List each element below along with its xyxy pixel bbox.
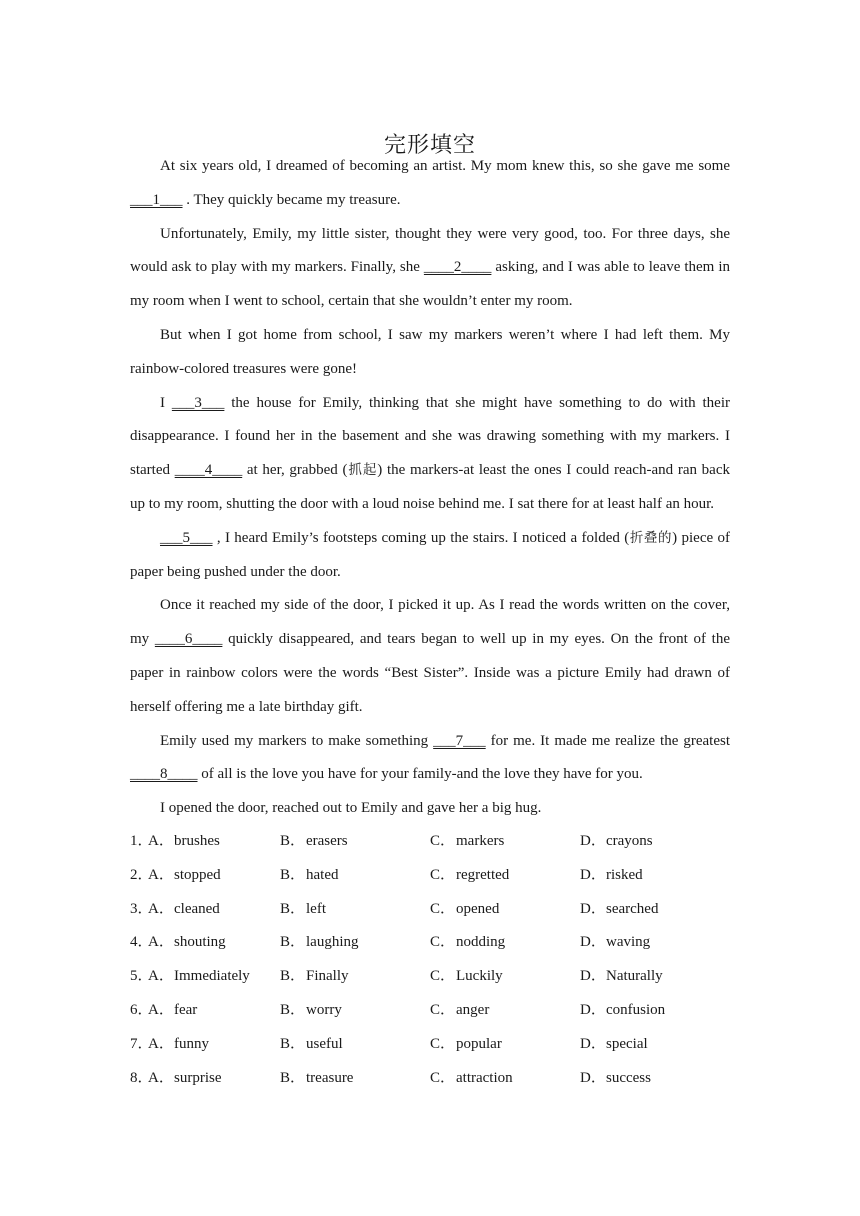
answer-option[interactable] (430, 825, 504, 859)
option-text: markers (456, 833, 505, 849)
question-row (130, 1062, 730, 1096)
option-letter: B． (280, 1069, 306, 1086)
question-row (130, 859, 730, 893)
option-letter: A． (148, 934, 174, 951)
question-number: 4． (130, 934, 153, 951)
question-number: 5． (130, 968, 153, 985)
option-text: regretted (456, 866, 510, 883)
option-letter: A． (148, 968, 174, 985)
option-letter: A． (148, 866, 174, 883)
option-letter: D． (580, 866, 606, 883)
answer-option[interactable] (280, 994, 342, 1028)
option-letter: A． (148, 900, 174, 917)
answer-option[interactable] (280, 859, 338, 893)
option-text: left (306, 900, 326, 917)
answer-option[interactable] (148, 960, 250, 994)
passage-text: I opened the door, reached out to Emily and gave her a big hug. (160, 800, 542, 817)
answer-option[interactable] (148, 859, 221, 893)
passage-text: at her, grabbed ( (242, 462, 348, 479)
question-number: 2． (130, 866, 153, 883)
option-text: attraction (456, 1069, 513, 1086)
option-letter: B． (280, 833, 306, 849)
answer-option[interactable] (430, 994, 489, 1028)
answer-option[interactable] (580, 960, 663, 994)
question-number: 3． (130, 900, 153, 917)
question-number: 7． (130, 1035, 153, 1052)
option-text: searched (606, 900, 659, 917)
option-letter: D． (580, 1035, 606, 1052)
answer-option[interactable] (580, 825, 653, 859)
option-letter: D． (580, 1001, 606, 1018)
answer-option[interactable] (580, 994, 665, 1028)
question-number: 1． (130, 833, 153, 849)
page-title: 完形填空 (383, 132, 476, 158)
answer-option[interactable] (430, 859, 509, 893)
answer-blank: ____2____ (423, 259, 492, 276)
passage-text: Emily used my markers to make something (160, 732, 434, 749)
option-text: hated (306, 866, 339, 883)
option-text: useful (306, 1035, 343, 1052)
answer-option[interactable] (148, 825, 220, 859)
answer-option[interactable] (430, 1062, 513, 1096)
question-row (130, 893, 730, 927)
answer-option[interactable] (148, 926, 226, 960)
answer-option[interactable] (580, 926, 650, 960)
option-letter: D． (580, 833, 606, 849)
question-number: 6． (130, 1001, 153, 1018)
answer-option[interactable] (280, 893, 326, 927)
answer-option[interactable] (580, 1062, 651, 1096)
answer-option[interactable] (280, 960, 349, 994)
option-letter: C． (430, 833, 456, 849)
answer-blank: ___1___ (130, 191, 183, 208)
option-text: treasure (306, 1069, 354, 1086)
passage-text: the house for Emily, thinking that she might have something to do with their disappearance. I found her in the basement and she was drawing something with my markers. I started (130, 394, 730, 479)
gloss-text: 折叠的 (629, 529, 673, 546)
option-letter: C． (430, 934, 456, 951)
passage-paragraph (130, 725, 730, 793)
option-letter: B． (280, 1001, 306, 1018)
answer-option[interactable] (148, 994, 197, 1028)
passage-paragraph (130, 589, 730, 724)
passage-text: ) piece of paper being pushed under the door. (130, 529, 730, 580)
answer-option[interactable] (580, 1028, 648, 1062)
passage-text: Unfortunately, Emily, my little sister, thought they were very good, too. For three days, she would ask to play with my markers. Finally, she (130, 225, 730, 276)
option-text: risked (606, 866, 643, 883)
answer-option[interactable] (280, 1028, 343, 1062)
option-text: waving (606, 934, 651, 951)
question-row (130, 926, 730, 960)
option-text: Finally (306, 968, 349, 985)
option-letter: B． (280, 934, 306, 951)
answer-option[interactable] (280, 926, 359, 960)
answer-option[interactable] (580, 859, 643, 893)
option-letter: B． (280, 968, 306, 985)
answer-blank: ___3___ (171, 394, 225, 411)
option-text: cleaned (174, 900, 220, 917)
answer-option[interactable] (430, 1028, 502, 1062)
option-letter: A． (148, 1001, 174, 1018)
question-row (130, 825, 730, 859)
option-text: anger (456, 1001, 490, 1018)
option-text: Immediately (174, 968, 250, 985)
answer-option[interactable] (280, 825, 348, 859)
option-text: worry (306, 1001, 342, 1018)
passage-text: of all is the love you have for your family-and the love they have for you. (197, 766, 643, 783)
option-text: Luckily (456, 968, 503, 985)
passage-text: quickly disappeared, and tears began to well up in my eyes. On the front of the paper in rainbow colors were the words “Best Sister”. Inside was a picture Emily had drawn of herself offering me a late birthday gift. (130, 631, 731, 715)
option-letter: D． (580, 900, 606, 917)
answer-blank: ____8____ (130, 766, 198, 783)
passage-text: asking, and I was able to leave them in my room when I went to school, certain that she wouldn’t enter my room. (130, 259, 730, 310)
option-letter: A． (148, 1035, 174, 1052)
option-letter: C． (430, 1035, 456, 1052)
answer-option[interactable] (148, 1062, 222, 1096)
option-text: surprise (174, 1069, 222, 1086)
option-text: success (606, 1069, 651, 1086)
option-letter: C． (430, 1001, 456, 1018)
option-letter: C． (430, 900, 456, 917)
passage-text: for me. It made me realize the greatest (485, 732, 730, 749)
option-text: Naturally (606, 968, 663, 985)
answer-blank: ____6____ (154, 631, 223, 648)
option-letter: C． (430, 866, 456, 883)
question-row (130, 960, 730, 994)
question-row (130, 1028, 730, 1062)
option-text: shouting (174, 934, 226, 951)
answer-blank: ___5___ (160, 529, 213, 546)
question-list (130, 825, 730, 1095)
option-text: funny (174, 1035, 209, 1052)
passage-text: , I heard Emily’s footsteps coming up the stairs. I noticed a folded ( (212, 529, 630, 546)
answer-option[interactable] (280, 1062, 353, 1096)
option-text: laughing (306, 934, 359, 951)
option-text: nodding (456, 934, 506, 951)
answer-option[interactable] (580, 893, 658, 927)
option-letter: A． (148, 1069, 174, 1086)
passage-paragraph (130, 387, 730, 522)
passage-paragraph (130, 792, 730, 826)
answer-blank: ___7___ (433, 732, 486, 749)
option-text: brushes (174, 833, 220, 849)
answer-blank: ____4____ (174, 462, 243, 479)
passage-paragraph (130, 218, 730, 319)
option-letter: A． (148, 833, 174, 849)
passage-paragraph (130, 522, 730, 590)
option-text: opened (456, 900, 500, 917)
option-text: popular (456, 1035, 502, 1052)
option-text: special (606, 1035, 648, 1052)
option-text: fear (174, 1001, 198, 1018)
passage-text: At six years old, I dreamed of becoming an artist. My mom knew this, so she gave me some (160, 158, 730, 174)
answer-option[interactable] (430, 893, 499, 927)
question-row (130, 994, 730, 1028)
option-letter: D． (580, 968, 606, 985)
passage-paragraph (130, 319, 730, 387)
option-letter: C． (430, 968, 456, 985)
option-letter: B． (280, 900, 306, 917)
passage-paragraph (130, 150, 730, 218)
option-text: erasers (306, 833, 348, 849)
option-letter: C． (430, 1069, 456, 1086)
gloss-text: 抓起 (347, 462, 378, 479)
option-letter: B． (280, 1035, 306, 1052)
option-letter: D． (580, 1069, 606, 1086)
passage-text: I (160, 394, 172, 411)
passage-text: ) the markers-at least the ones I could reach-and ran back up to my room, shutting the door with a loud noise behind me. I sat there for at least half an hour. (130, 462, 730, 512)
passage-text: But when I got home from school, I saw my markers weren’t where I had left them. My rainbow-colored treasures were gone! (130, 326, 730, 377)
option-text: confusion (606, 1001, 666, 1018)
answer-option[interactable] (430, 960, 503, 994)
answer-option[interactable] (148, 1028, 209, 1062)
passage-text: Once it reached my side of the door, I picked it up. As I read the words written on the cover, my (130, 597, 730, 648)
option-letter: B． (280, 866, 306, 883)
passage-text: . They quickly became my treasure. (182, 191, 401, 208)
question-number: 8． (130, 1069, 153, 1086)
answer-option[interactable] (148, 893, 220, 927)
option-text: stopped (174, 866, 221, 883)
option-letter: D． (580, 934, 606, 951)
passage (130, 150, 730, 826)
option-text: crayons (606, 833, 653, 849)
answer-option[interactable] (430, 926, 505, 960)
